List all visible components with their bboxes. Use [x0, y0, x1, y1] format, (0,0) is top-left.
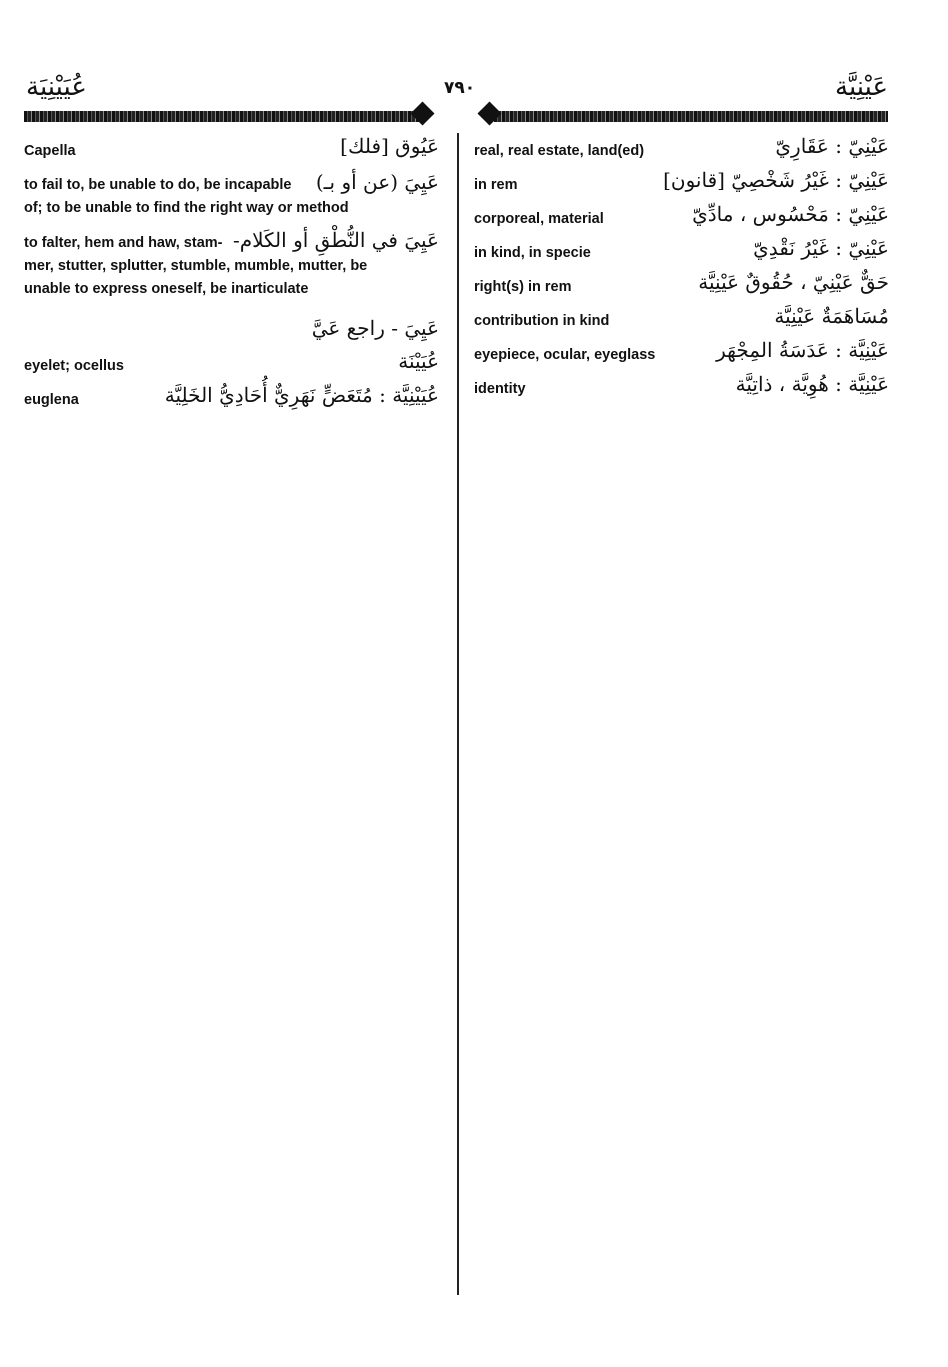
entry-english: eyelet; ocellus: [24, 358, 124, 374]
entry: [474, 270, 889, 298]
entry-arabic: عَيْنِيّ : غَيْرُ نَقْدِيّ: [753, 236, 889, 260]
entry-arabic: عَيِيَ (عن أو بـ): [315, 170, 439, 194]
entry-arabic: عُيَيْنَة: [398, 349, 439, 373]
header-rule-right: [494, 111, 888, 122]
entry: [24, 228, 439, 301]
entry-english: right(s) in rem: [474, 279, 572, 295]
entry-english: eyepiece, ocular, eyeglass: [474, 347, 656, 363]
entry-english: corporeal, material: [474, 211, 604, 227]
entry-arabic: مُسَاهَمَةٌ عَيْنِيَّة: [774, 304, 889, 328]
headword-right: عَيْنِيَّة: [835, 72, 888, 102]
page-number: ٧٩٠: [444, 78, 476, 98]
entry-arabic: عُيَيْنِيَّة : مُتَعَضٍّ نَهَرِيٌّ أُحَادِيُّ الخَلِيَّة: [164, 383, 439, 407]
entry-arabic: عَيْنِيَّة : عَدَسَةُ المِجْهَر: [716, 338, 889, 362]
entry-english: contribution in kind: [474, 313, 610, 329]
entry: [474, 372, 889, 400]
entry-english-cont: of; to be unable to find the right way or method: [24, 200, 349, 216]
entry-arabic: عَيِيَ في النُّطْقِ أو الكَلام-: [232, 228, 439, 252]
entry: [24, 134, 439, 162]
entry: [24, 383, 439, 411]
entry-arabic: عَيْنِيَّة : هُوِيَّة ، ذاتِيَّة: [735, 372, 889, 396]
entry: [474, 202, 889, 230]
entry-arabic: حَقٌّ عَيْنِيّ ، حُقُوقٌ عَيْنِيَّة: [698, 270, 889, 294]
entry-english-cont: mer, stutter, splutter, stumble, mumble, mutter, be: [24, 258, 368, 274]
entry-english: to falter, hem and haw, stam-: [24, 235, 223, 251]
entry-arabic: عَيْنِيّ : غَيْرُ شَخْصِيّ [قانون]: [663, 168, 889, 192]
entry: [24, 349, 439, 377]
entry-english: identity: [474, 381, 526, 397]
entry: [474, 236, 889, 264]
entry-english: in kind, in specie: [474, 245, 591, 261]
left-column: [24, 134, 439, 423]
entry-english: Capella: [24, 143, 76, 159]
entry-arabic: عَيُوق [فلك]: [340, 134, 439, 158]
entry: [24, 313, 439, 343]
entry-arabic: عَيْنِيّ : عَقَارِيّ: [775, 134, 889, 158]
entry-english: real, real estate, land(ed): [474, 143, 645, 159]
entry-english: in rem: [474, 177, 518, 193]
entry-english: euglena: [24, 392, 79, 408]
entry: [474, 134, 889, 162]
entry: [24, 170, 439, 220]
header-rule-left: [24, 111, 420, 122]
right-column: [474, 134, 889, 412]
entry-arabic: عَيِيَ - راجع عَيَّ: [311, 316, 439, 340]
column-divider: [457, 133, 459, 1295]
entry-english-cont: unable to express oneself, be inarticulate: [24, 281, 309, 297]
entry-english: to fail to, be unable to do, be incapable: [24, 177, 292, 193]
entry-arabic: عَيْنِيّ : مَحْسُوس ، مادِّيّ: [692, 202, 889, 226]
headword-left: عُيَيْنِيَة: [26, 72, 87, 102]
entry: [474, 338, 889, 366]
entry: [474, 168, 889, 196]
entry: [474, 304, 889, 332]
